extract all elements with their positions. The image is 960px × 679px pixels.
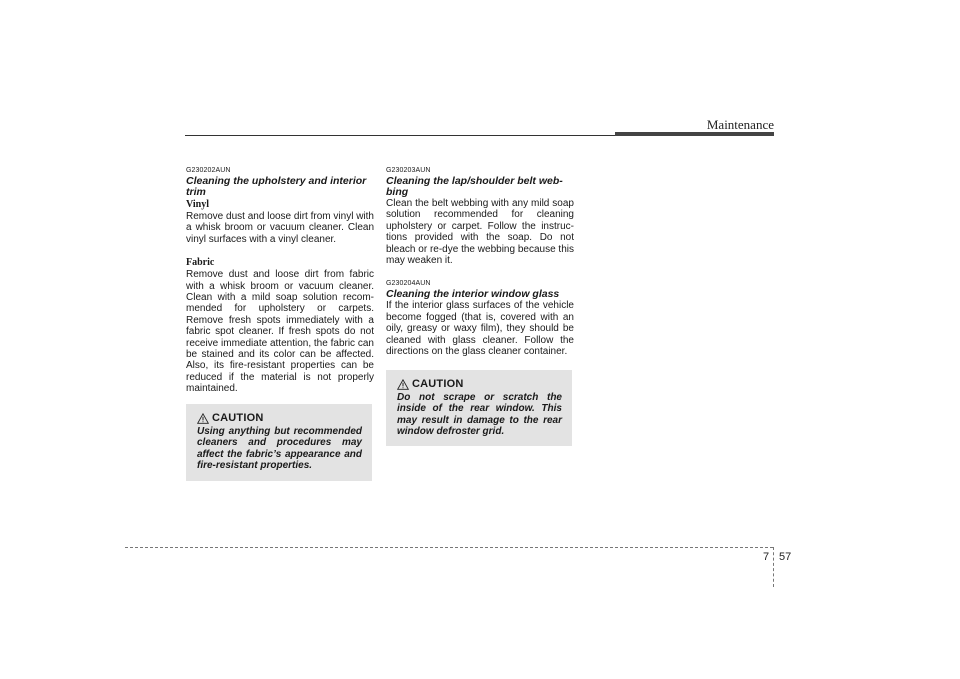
belt-paragraph: Clean the belt webbing with any mild soap solution recommended for cleaning upholstery or carpet. Follow the instructions provided with the soap. Do not bleach or re-dye the webbing because this may weaken it. <box>386 198 574 267</box>
caution-label: CAUTION <box>212 412 264 424</box>
vinyl-paragraph: Remove dust and loose dirt from vinyl with a whisk broom or vacuum cleaner. Clean vinyl surfaces with a vinyl cleaner. <box>186 211 374 245</box>
caution-text: Using anything but recommended cleaners and procedures may affect the fabric’s appearance and fire-resistant properties. <box>197 426 362 471</box>
header-rule <box>185 135 615 136</box>
caution-box-fabric <box>186 404 372 481</box>
caution-text: Do not scrape or scratch the inside of the rear window. This may result in damage to the rear window defroster grid. <box>397 392 562 437</box>
glass-heading: Cleaning the interior window glass <box>386 288 560 301</box>
right-column <box>386 167 574 357</box>
section-code: G230203AUN <box>386 167 431 174</box>
page-number: 57 <box>779 551 792 563</box>
caution-label: CAUTION <box>412 378 464 390</box>
belt-heading: Cleaning the lap/shoulder belt webbing <box>386 175 563 198</box>
fabric-paragraph: Remove dust and loose dirt from fabric with a whisk broom or vacuum cleaner. Clean with a mild soap solution recommended for upholstery or carpets. Remove fresh spots immediately with a fabric spot cleaner. If fresh spots do not receive immediate attention, the fabric can be stained and its color can be affected. Also, its fire-resistant properties can be reduced if the material is not properly maintained. <box>186 269 374 395</box>
upholstery-heading: Cleaning the upholstery and interior trim <box>186 175 367 198</box>
left-column <box>186 167 374 395</box>
section-title: Maintenance <box>706 117 774 132</box>
glass-paragraph: If the interior glass surfaces of the vehicle become fogged (that is, covered with an oily, greasy or waxy film), they should be cleaned with glass cleaner. Follow the directions on the glass cleaner container. <box>386 300 574 358</box>
footer-divider <box>773 547 774 587</box>
section-code: G230204AUN <box>386 280 431 288</box>
header-rule-accent <box>615 132 774 136</box>
warning-triangle-icon <box>197 413 209 424</box>
section-code: G230202AUN <box>186 167 231 174</box>
footer-rule <box>125 547 773 548</box>
warning-triangle-icon <box>397 379 409 390</box>
vinyl-subheading: Vinyl <box>186 199 209 210</box>
caution-box-window <box>386 370 572 446</box>
chapter-number: 7 <box>763 551 770 563</box>
fabric-subheading: Fabric <box>186 257 215 269</box>
